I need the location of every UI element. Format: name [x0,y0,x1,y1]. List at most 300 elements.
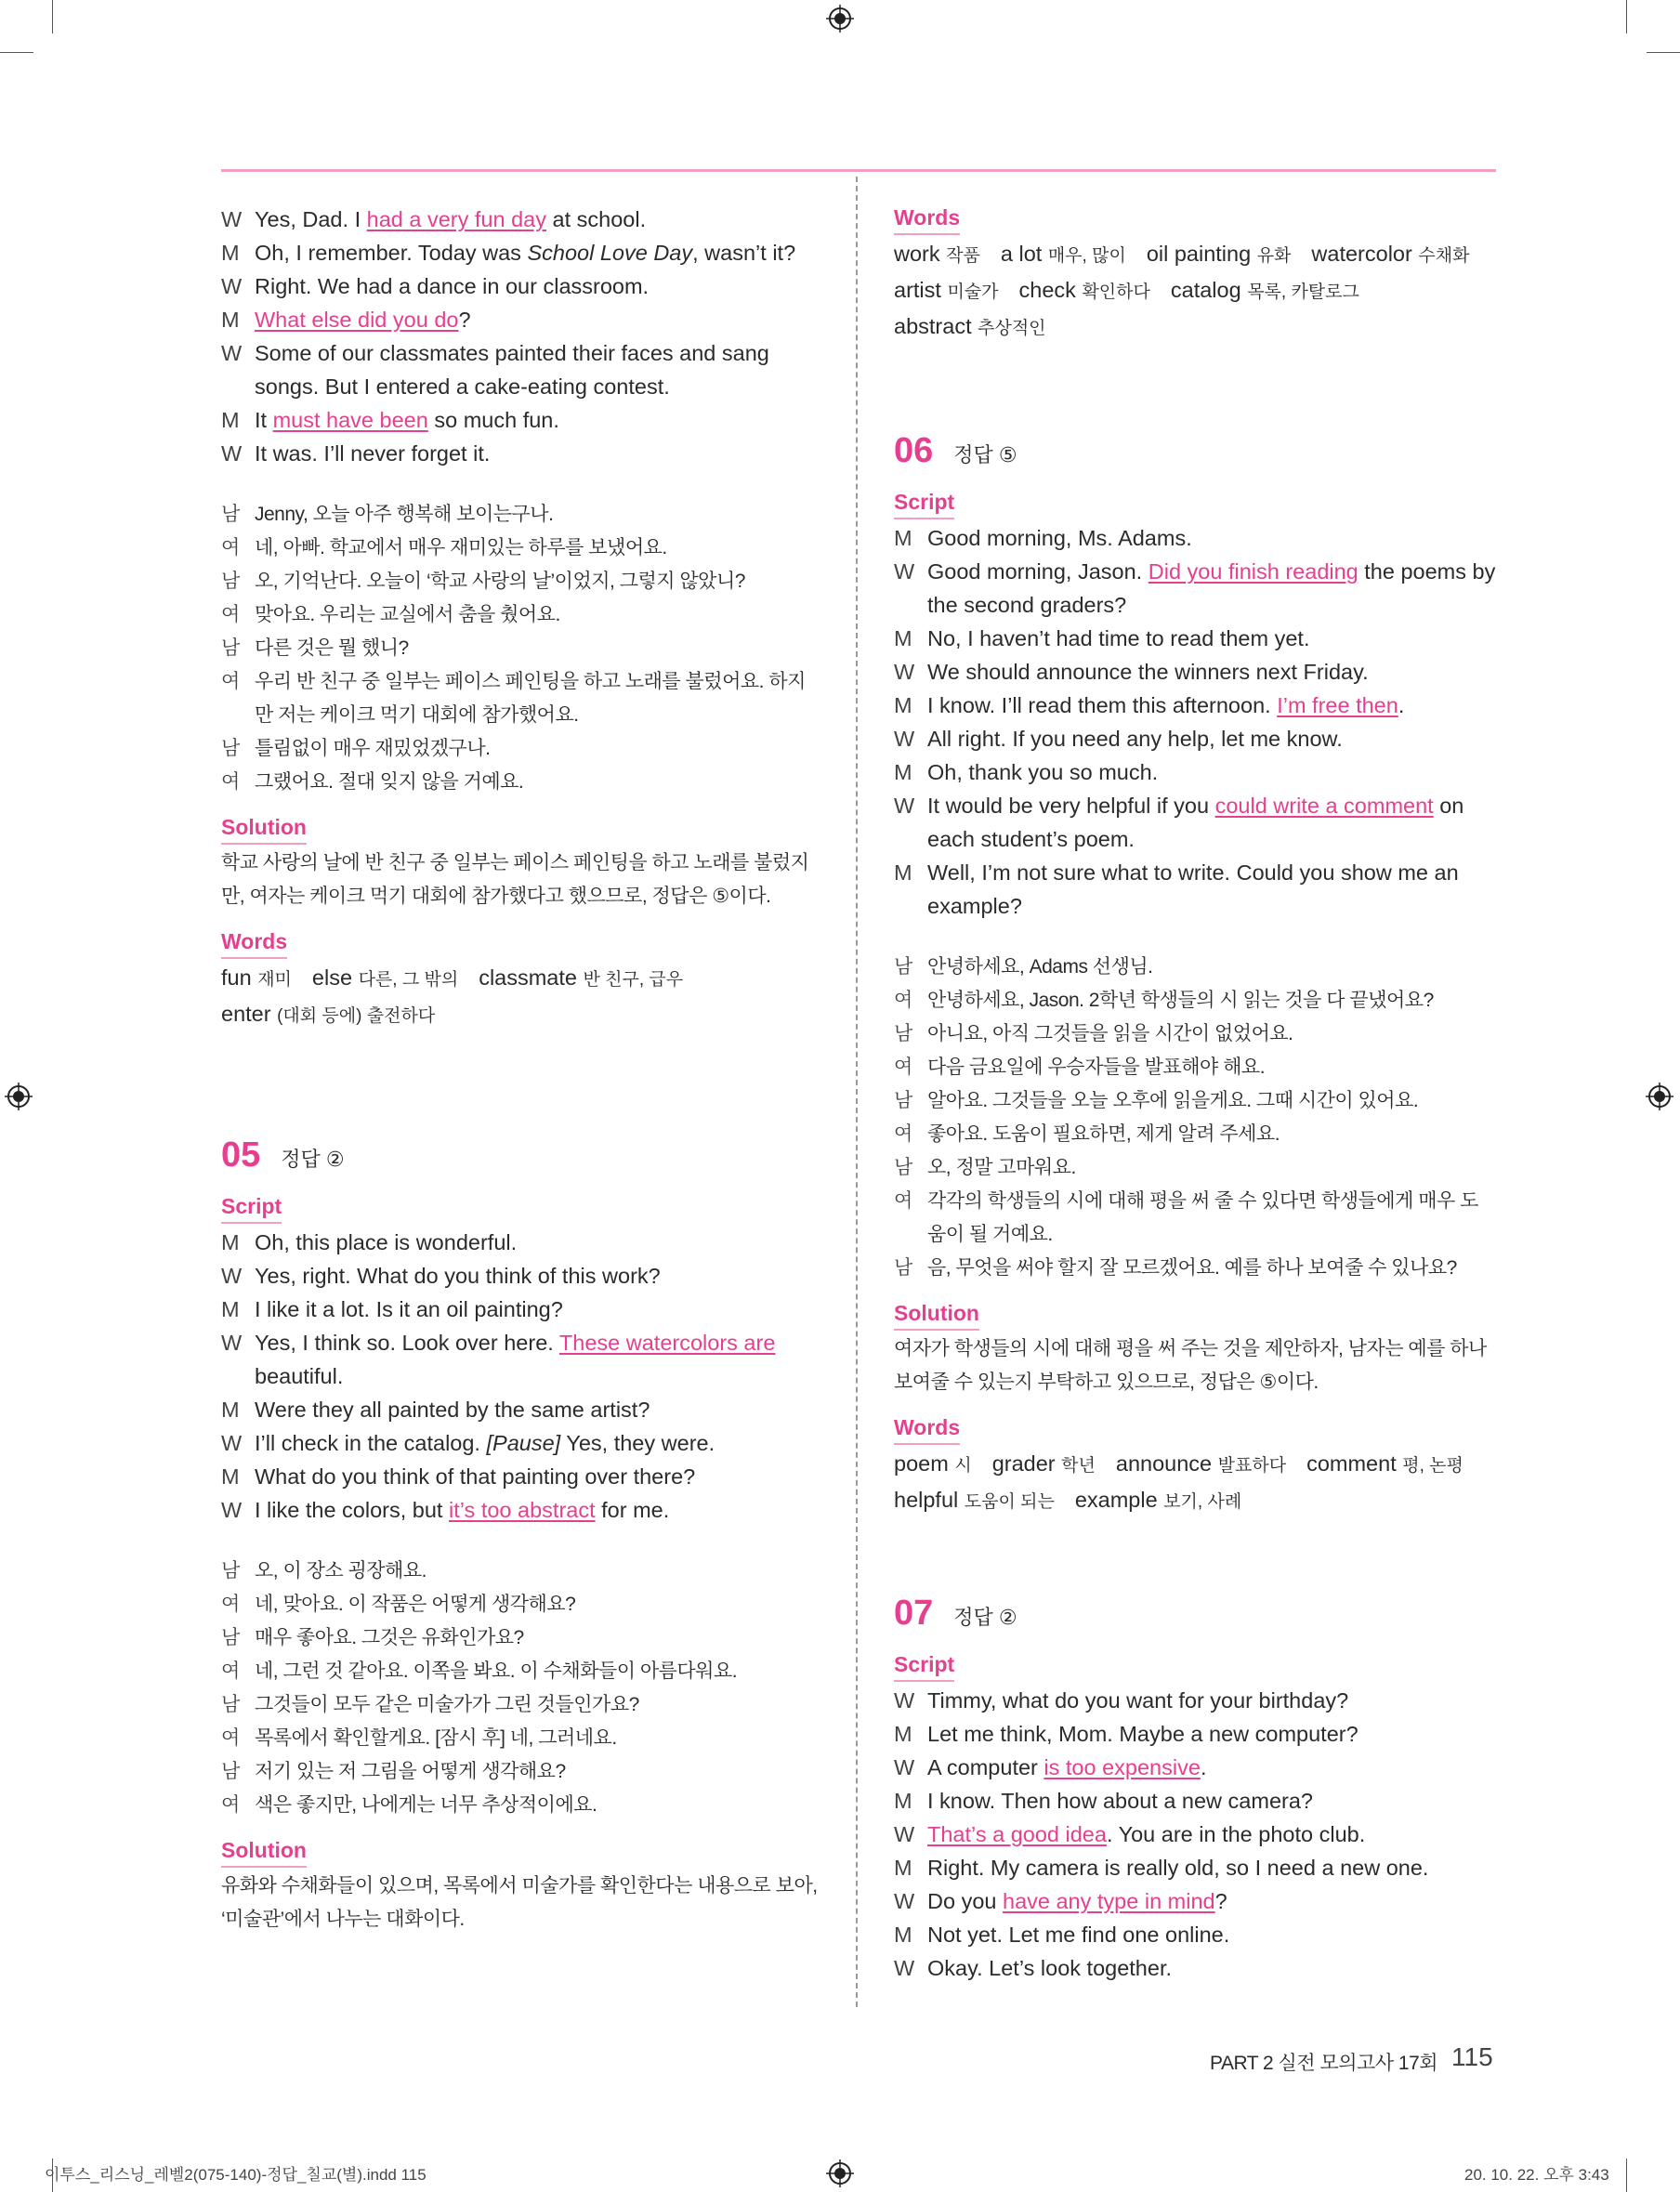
q05-script-label: Script [221,1191,282,1224]
q04-solution-label: Solution [221,812,307,845]
speaker-label: 남 [894,956,912,978]
translation-text: 목록에서 확인할게요. [잠시 후] 네, 그러네요. [255,1727,617,1749]
speaker-label: M [894,1722,912,1746]
translation-text: 좋아요. 도움이 필요하면, 제게 알려 주세요. [927,1123,1280,1145]
right-column [894,203,1496,1985]
dialogue-text [255,1293,821,1326]
word-english: oil painting [1146,242,1252,266]
word-korean: 시 [954,1456,972,1476]
translation-text: 그것들이 모두 같은 미술가가 그린 것들인가요? [255,1694,639,1715]
dialogue-text [927,856,1496,923]
speaker-label: W [221,341,243,365]
speaker-label: M [894,526,912,550]
word-korean: 보기, 사례 [1163,1492,1242,1512]
q05-translation [221,1555,821,1822]
word-korean: 발표하다 [1217,1456,1287,1476]
translation-line [221,1789,821,1822]
highlighted-phrase: is too expensive [1043,1755,1201,1779]
q07-number: 07 [894,1594,934,1633]
speaker-label: M [221,1230,240,1254]
word-english: classmate [479,965,577,990]
speaker-label: W [221,1498,243,1522]
dialogue-text [255,437,821,470]
translation-text: 오, 정말 고마워요. [927,1157,1076,1178]
word-korean: 미술가 [947,282,999,302]
crop-mark [52,0,53,33]
dialogue-line [221,1393,821,1426]
translation-text: 안녕하세요, Adams 선생님. [927,956,1153,978]
q06-translation [894,951,1496,1285]
dialogue-text [927,689,1496,722]
text-fragment: Oh, I remember. Today was [255,241,528,265]
text-fragment: Yes, Dad. I [255,207,367,231]
text-fragment: Timmy, what do you want for your birthday? [927,1688,1349,1713]
registration-mark-icon [1646,1083,1673,1110]
dialogue-line [894,722,1496,755]
speaker-label: 남 [221,504,240,525]
dialogue-line [221,1326,821,1393]
speaker-label: 여 [221,537,240,558]
dialogue-text [927,1717,1496,1751]
text-fragment: I know. I’ll read them this afternoon. [927,693,1278,717]
speaker-label: M [894,1789,912,1813]
page-number: 115 [1451,2042,1493,2071]
text-fragment: Oh, this place is wonderful. [255,1230,518,1254]
q04-solution-text: 학교 사랑의 날에 반 친구 중 일부는 페이스 페인팅을 하고 노래를 불렀지만, 여자는 케이크 먹기 대회에 참가했다고 했으므로, 정답은 ⑤이다. [221,852,809,907]
crop-mark [1647,52,1680,53]
dialogue-text [927,1951,1496,1985]
word-english: example [1074,1488,1158,1512]
translation-text: 저기 있는 저 그림을 어떻게 생각해요? [255,1761,566,1782]
dialogue-line [221,336,821,403]
speaker-label: W [221,274,243,298]
q04-words-label: Words [221,926,287,959]
dialogue-line [894,521,1496,555]
text-fragment: I know. Then how about a new camera? [927,1789,1313,1813]
text-fragment: . [1398,693,1405,717]
translation-line [221,1621,821,1655]
speaker-label: W [894,1755,915,1779]
text-fragment: the poems by the second graders? [927,559,1496,617]
text-fragment: Yes, I think so. Look over here. [255,1331,559,1355]
translation-text: 안녕하세요, Jason. 2학년 학생들의 시 읽는 것을 다 끝냈어요? [927,990,1434,1011]
word-korean: 평, 논평 [1402,1456,1463,1476]
speaker-label: W [894,660,915,684]
q05-number: 05 [221,1135,261,1175]
speaker-label: 남 [221,571,240,592]
dialogue-text [927,1751,1496,1784]
text-fragment: I’ll check in the catalog. [255,1431,487,1455]
dialogue-text [255,1393,821,1426]
word-korean: 학년 [1061,1456,1096,1476]
translation-line [221,532,821,565]
word-korean: 반 친구, 급우 [583,970,684,990]
q06-words-label: Words [894,1412,960,1445]
word-korean: 확인하다 [1082,282,1150,302]
word-english: grader [991,1451,1056,1476]
translation-line [894,1084,1496,1118]
speaker-label: W [221,1331,243,1355]
word-english: else [311,965,353,990]
text-fragment: Yes, right. What do you think of this work? [255,1264,661,1288]
word-english: fun [221,965,252,990]
translation-line [894,1118,1496,1151]
translation-line [894,1252,1496,1285]
speaker-label: 여 [221,1594,240,1615]
word-english: work [894,242,940,266]
speaker-label: 남 [221,1761,240,1782]
speaker-label: 여 [221,771,240,793]
dialogue-text [255,1226,821,1259]
translation-line [221,632,821,665]
q06-script-label: Script [894,487,954,519]
text-fragment: It was. I’ll never forget it. [255,441,491,466]
dialogue-line [221,1226,821,1259]
dialogue-text [255,236,821,269]
highlighted-phrase: I’m free then [1277,693,1398,717]
translation-line [894,984,1496,1017]
highlighted-phrase: had a very fun day [366,207,546,231]
dialogue-line [894,755,1496,789]
speaker-label: 여 [221,671,240,692]
q05-header [221,1135,821,1191]
text-fragment: We should announce the winners next Friday. [927,660,1369,684]
word-english: artist [894,278,941,302]
speaker-label: 남 [894,1023,912,1044]
text-fragment: It [255,408,273,432]
text-fragment: Right. We had a dance in our classroom. [255,274,650,298]
translation-text: 다음 금요일에 우승자들을 발표해야 해요. [927,1057,1266,1078]
registration-mark-icon [826,2159,854,2187]
dialogue-line [221,269,821,303]
text-fragment: Not yet. Let me find one online. [927,1923,1230,1947]
header-rule [221,169,1496,172]
translation-text: 맞아요. 우리는 교실에서 춤을 췄어요. [255,604,560,625]
speaker-label: 남 [221,1560,240,1582]
text-fragment: . [1200,1755,1207,1779]
text-fragment: beautiful. [255,1364,344,1388]
text-fragment: Were they all painted by the same artist? [255,1398,650,1422]
text-fragment: Well, I’m not sure what to write. Could you show me an example? [927,860,1459,918]
word-english: watercolor [1311,242,1412,266]
word-english: check [1018,278,1076,302]
speaker-label: 여 [894,1190,912,1212]
speaker-label: W [894,1889,915,1913]
word-english: poem [894,1451,949,1476]
translation-text: 틀림없이 매우 재밌었겠구나. [255,738,491,759]
dialogue-text [255,1259,821,1293]
speaker-label: M [894,626,912,650]
q06-script [894,521,1496,923]
crop-mark [1626,0,1627,33]
q07-answer: 정답 ② [953,1606,1017,1629]
translation-text: 아니요, 아직 그것들을 읽을 시간이 없었어요. [927,1023,1293,1044]
text-fragment: A computer [927,1755,1044,1779]
q07-header [894,1594,1496,1649]
column-divider [856,177,858,2007]
word-english: announce [1115,1451,1213,1476]
word-english: comment [1306,1451,1397,1476]
dialogue-text [927,789,1496,856]
dialogue-text [255,336,821,403]
word-korean: 매우, 많이 [1047,246,1126,266]
dialogue-line [894,622,1496,655]
translation-line [221,1755,821,1789]
dialogue-line [894,1784,1496,1818]
translation-line [221,1722,821,1755]
words-row [894,237,1496,273]
translation-line [221,598,821,632]
text-fragment: Good morning, Ms. Adams. [927,526,1192,550]
text-fragment: I like the colors, but [255,1498,449,1522]
translation-line [894,1185,1496,1252]
translation-text: 오, 기억난다. 오늘이 ‘학교 사랑의 날’이었지, 그렇지 않았니? [255,571,745,592]
speaker-label: M [221,1464,240,1489]
speaker-label: W [894,794,915,818]
translation-text: 알아요. 그것들을 오늘 오후에 읽을게요. 그때 시간이 있어요. [927,1090,1419,1111]
speaker-label: 여 [221,1727,240,1749]
speaker-label: M [894,693,912,717]
dialogue-text [927,1918,1496,1951]
q06-words [894,1447,1496,1519]
registration-mark-icon [5,1083,33,1110]
speaker-label: M [894,1856,912,1880]
speaker-label: W [221,1264,243,1288]
translation-text: 네, 아빠. 학교에서 매우 재미있는 하루를 보냈어요. [255,537,667,558]
dialogue-text [927,1684,1496,1717]
dialogue-line [221,203,821,236]
q05-script [221,1226,821,1527]
word-english: helpful [894,1488,959,1512]
dialogue-line [894,1851,1496,1884]
text-fragment: on each student’s poem. [927,794,1464,851]
speaker-label: M [894,860,912,885]
speaker-label: 남 [221,738,240,759]
speaker-label: W [221,207,243,231]
q05-words [894,237,1496,346]
dialogue-line [894,1818,1496,1851]
word-english: enter [221,1002,271,1026]
dialogue-text [255,1493,821,1527]
registration-mark-icon [826,5,854,33]
q05-solution-text: 유화와 수채화들이 있으며, 목록에서 미술가를 확인한다는 내용으로 보아, ‘미술관’에서 나누는 대화이다. [221,1875,818,1930]
dialogue-line [894,1751,1496,1784]
text-fragment: Good morning, Jason. [927,559,1148,584]
dialogue-text [927,1818,1496,1851]
translation-text: 그랬어요. 절대 잊지 않을 거예요. [255,771,524,793]
speaker-label: M [894,1923,912,1947]
speaker-label: W [221,1431,243,1455]
dialogue-line [221,1493,821,1527]
q06-solution-label: Solution [894,1298,979,1331]
translation-line [221,565,821,598]
dialogue-line [221,236,821,269]
speaker-label: W [221,441,243,466]
highlighted-phrase: What else did you do [255,308,459,332]
speaker-label: W [894,1688,915,1713]
left-column [221,203,821,1936]
dialogue-text [927,622,1496,655]
dialogue-line [221,1259,821,1293]
text-fragment: Let me think, Mom. Maybe a new computer? [927,1722,1358,1746]
dialogue-text [927,655,1496,689]
word-korean: (대회 등에) 출전하다 [277,1006,436,1026]
dialogue-line [221,437,821,470]
text-fragment: ? [1214,1889,1227,1913]
word-korean: 유화 [1256,246,1292,266]
dialogue-text [927,755,1496,789]
word-english: catalog [1170,278,1241,302]
dialogue-text [927,1884,1496,1918]
words-row [221,961,821,997]
word-korean: 작품 [946,246,980,266]
q07-script [894,1684,1496,1985]
speaker-label: M [221,308,240,332]
highlighted-phrase: must have been [272,408,428,432]
print-slug-filename: 이투스_리스닝_레벨2(075-140)-정답_칠교(별).indd 115 [45,2166,427,2184]
text-fragment: . You are in the photo club. [1106,1822,1366,1846]
dialogue-text [927,521,1496,555]
speaker-label: 남 [894,1257,912,1279]
word-korean: 수채화 [1418,246,1470,266]
translation-text: 색은 좋지만, 나에게는 너무 추상적이에요. [255,1794,597,1816]
text-fragment: Oh, thank you so much. [927,760,1159,784]
crop-mark [0,52,33,53]
word-english: abstract [894,314,972,338]
dialogue-text [255,403,821,437]
translation-line [221,1655,821,1688]
speaker-label: 여 [221,604,240,625]
translation-line [221,1588,821,1621]
text-fragment: at school. [545,207,647,231]
q06-answer: 정답 ⑤ [953,443,1017,466]
translation-text: 매우 좋아요. 그것은 유화인가요? [255,1627,524,1648]
dialogue-line [894,1717,1496,1751]
text-fragment: Okay. Let’s look together. [927,1956,1173,1980]
dialogue-text [927,722,1496,755]
dialogue-line [221,1293,821,1326]
text-fragment: ? [458,308,471,332]
print-slug-date: 20. 10. 22. 오후 3:43 [1464,2166,1609,2184]
speaker-label: M [894,760,912,784]
text-fragment: for me. [595,1498,670,1522]
speaker-label: M [221,408,240,432]
dialogue-line [894,1684,1496,1717]
dialogue-text [927,1784,1496,1818]
translation-line [894,951,1496,984]
q07-script-label: Script [894,1649,954,1682]
translation-text: 네, 그런 것 같아요. 이쪽을 봐요. 이 수채화들이 아름다워요. [255,1660,738,1682]
speaker-label: M [221,1398,240,1422]
q04-translation [221,498,821,799]
words-row [894,1483,1496,1519]
q04-words [221,961,821,1033]
highlighted-phrase: it’s too abstract [449,1498,596,1522]
word-korean: 다른, 그 밖의 [358,970,459,990]
words-row [894,309,1496,346]
translation-text: 각각의 학생들의 시에 대해 평을 써 줄 수 있다면 학생들에게 매우 도움이 될 거예요. [927,1190,1478,1245]
speaker-label: W [894,1822,915,1846]
q05-solution-label: Solution [221,1835,307,1868]
speaker-label: 남 [221,1627,240,1648]
text-fragment: I like it a lot. Is it an oil painting? [255,1297,563,1321]
dialogue-line [221,403,821,437]
speaker-label: W [894,559,915,584]
speaker-label: W [894,727,915,751]
text-fragment: Yes, they were. [560,1431,715,1455]
speaker-label: 여 [894,1123,912,1145]
text-fragment: [Pause] [486,1431,561,1455]
q04-script [221,203,821,470]
dialogue-text [927,555,1496,622]
translation-text: Jenny, 오늘 아주 행복해 보이는구나. [255,504,554,525]
dialogue-line [221,1426,821,1460]
q05-answer: 정답 ② [281,1148,345,1171]
speaker-label: 여 [221,1794,240,1816]
speaker-label: 남 [894,1157,912,1178]
words-row [894,1447,1496,1483]
speaker-label: 남 [894,1090,912,1111]
speaker-label: 여 [894,1057,912,1078]
speaker-label: 남 [221,1694,240,1715]
highlighted-phrase: could write a comment [1214,794,1434,818]
dialogue-text [255,203,821,236]
translation-text: 다른 것은 뭘 했니? [255,637,409,659]
word-korean: 재미 [257,970,292,990]
highlighted-phrase: That’s a good idea [927,1822,1107,1846]
dialogue-line [221,303,821,336]
speaker-label: W [894,1956,915,1980]
text-fragment: Some of our classmates painted their faces and sang songs. But I entered a cake-eating contest. [255,341,769,399]
translation-text: 음, 무엇을 써야 할지 잘 모르겠어요. 예를 하나 보여줄 수 있나요? [927,1257,1457,1279]
translation-line [221,732,821,766]
q06-solution-text: 여자가 학생들의 시에 대해 평을 써 주는 것을 제안하자, 남자는 예를 하나 보여줄 수 있는지 부탁하고 있으므로, 정답은 ⑤이다. [894,1338,1487,1393]
translation-line [221,498,821,532]
translation-line [221,665,821,732]
speaker-label: 남 [221,637,240,659]
translation-line [221,766,821,799]
speaker-label: 여 [894,990,912,1011]
text-fragment: so much fun. [427,408,559,432]
translation-line [221,1688,821,1722]
translation-line [221,1555,821,1588]
footer-section-title: PART 2 실전 모의고사 17회 [1210,2053,1438,2074]
highlighted-phrase: have any type in mind [1003,1889,1215,1913]
speaker-label: 여 [221,1660,240,1682]
translation-text: 오, 이 장소 굉장해요. [255,1560,427,1582]
translation-line [894,1051,1496,1084]
translation-text: 우리 반 친구 중 일부는 페이스 페인팅을 하고 노래를 불렀어요. 하지만 저는 케이크 먹기 대회에 참가했어요. [255,671,806,726]
dialogue-line [894,655,1496,689]
dialogue-text [255,1426,821,1460]
translation-text: 네, 맞아요. 이 작품은 어떻게 생각해요? [255,1594,576,1615]
text-fragment: It would be very helpful if you [927,794,1215,818]
speaker-label: M [221,241,240,265]
text-fragment: School Love Day [527,241,693,265]
dialogue-line [894,1951,1496,1985]
text-fragment: What do you think of that painting over there? [255,1464,696,1489]
word-english: a lot [1000,242,1043,266]
crop-mark [1626,2159,1627,2192]
text-fragment: Right. My camera is really old, so I need a new one. [927,1856,1429,1880]
dialogue-line [894,1918,1496,1951]
word-korean: 추상적인 [978,319,1046,338]
translation-line [894,1151,1496,1185]
text-fragment: All right. If you need any help, let me know. [927,727,1343,751]
speaker-label: M [221,1297,240,1321]
dialogue-line [894,689,1496,722]
dialogue-line [894,789,1496,856]
